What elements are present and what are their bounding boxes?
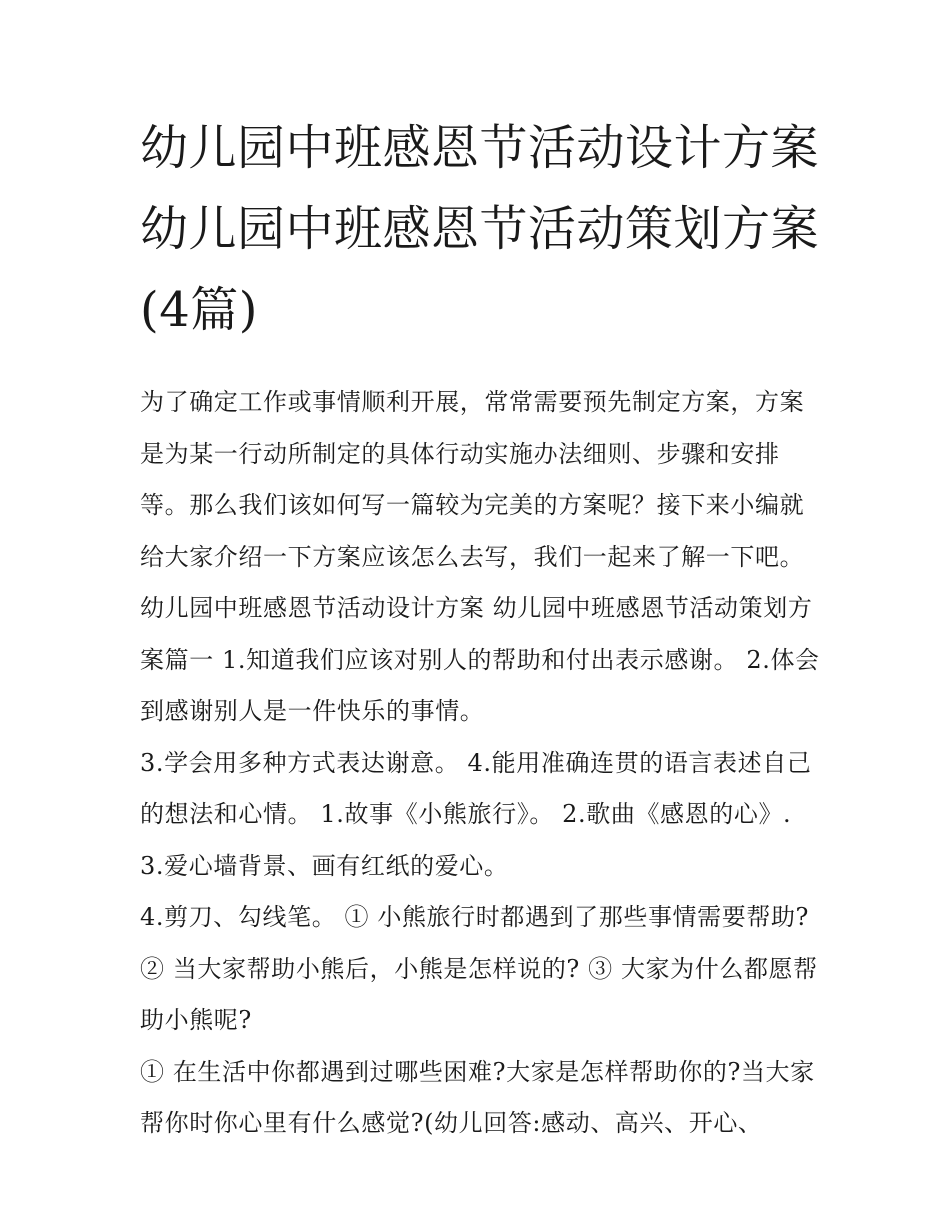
paragraph-section-one: 幼儿园中班感恩节活动设计方案 幼儿园中班感恩节活动策划方案篇一 1.知道我们应该对别人的帮助和付出表示感谢。 2.体会到感谢别人是一件快乐的事情。 (140, 594, 820, 725)
paragraph-discussion: ① 在生活中你都遇到过哪些困难?大家是怎样帮助你的?当大家帮你时你心里有什么感觉?(幼儿回答:感动、高兴、开心、 (140, 1057, 815, 1137)
paragraph-goals-materials: 3.学会用多种方式表达谢意。 4.能用准确连贯的语言表述自己的想法和心情。 1.故事《小熊旅行》。 2.歌曲《感恩的心》. 3.爱心墙背景、画有红纸的爱心。 (140, 748, 812, 880)
paragraph-questions: 4.剪刀、勾线笔。 ① 小熊旅行时都遇到了那些事情需要帮助? ② 当大家帮助小熊后，小熊是怎样说的? ③ 大家为什么都愿帮助小熊呢? (140, 903, 818, 1034)
paragraph-intro: 为了确定工作或事情顺利开展，常常需要预先制定方案，方案是为某一行动所制定的具体行动实施办法细则、步骤和安排等。那么我们该如何写一篇较为完美的方案呢？接下来小编就给大家介绍一下方案应该怎么去写，我们一起来了解一下吧。 (140, 388, 805, 571)
document-body (140, 377, 820, 1150)
document-title: 幼儿园中班感恩节活动设计方案 幼儿园中班感恩节活动策划方案(4篇) (140, 120, 820, 338)
document-page (140, 108, 820, 1150)
